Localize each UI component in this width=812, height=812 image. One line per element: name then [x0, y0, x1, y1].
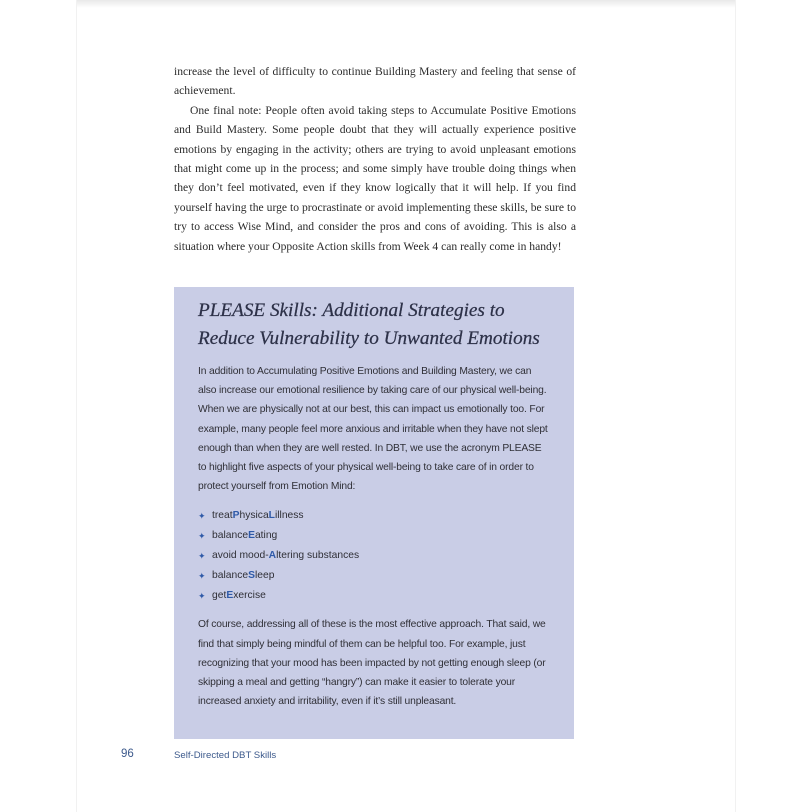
- list-item: ✦ balance S leep: [198, 566, 550, 586]
- list-item: ✦ get E xercise: [198, 586, 550, 606]
- page-top-shadow: [77, 0, 735, 8]
- star-bullet-icon: ✦: [198, 531, 206, 542]
- list-item: ✦ treat P hysica L illness: [198, 506, 550, 526]
- sidebar-outro-text: Of course, addressing all of these is the most effective approach. That said, we find that simply being mindful of them can be helpful too. For example, just recognizing that your mood has been impacted by not getting enough sleep (or skipping a meal and getting “hangry”) can make it easier to tolerate your increased anxiety and irritability, even if it’s still unpleasant.: [198, 619, 546, 708]
- please-list: [198, 506, 550, 606]
- star-bullet-icon: ✦: [198, 511, 206, 522]
- paragraph-continuation: increase the level of difficulty to continue Building Mastery and feeling that sense of achievement.: [174, 65, 576, 98]
- sidebar-title: [198, 297, 550, 353]
- page-number: 96: [121, 748, 134, 760]
- running-footer-title: Self-Directed DBT Skills: [174, 750, 277, 761]
- paragraph-final-note: One final note: People often avoid taking steps to Accumulate Positive Emotions and Build Mastery. Some people doubt that they will actually experience positive emotions by engaging in the activity; others are trying to avoid unpleasant emotions that might come up in the process; and some simply have trouble doing things when they don’t feel motivated, even if they know logically that it will help. If you find yourself having the urge to procrastinate or avoid implementing these skills, be sure to try to access Wise Mind, and consider the pros and cons of avoiding. This is also a situation where your Opposite Action skills from Week 4 can really come in handy!: [174, 103, 576, 253]
- sidebar-title-line1: PLEASE Skills: Additional Strategies to: [198, 300, 505, 321]
- star-bullet-icon: ✦: [198, 551, 206, 562]
- star-bullet-icon: ✦: [198, 571, 206, 582]
- sidebar-intro-text: In addition to Accumulating Positive Emotions and Building Mastery, we can also increase our emotional resilience by taking care of our physical well-being. When we are physically not at our best, this can impact us emotionally too. For example, many people feel more anxious and irritable when they have not slept enough than when they are well rested. In DBT, we use the acronym PLEASE to highlight five aspects of your physical well-being to take care of in order to protect yourself from Emotion Mind:: [198, 366, 548, 493]
- main-text: [174, 62, 576, 256]
- star-bullet-icon: ✦: [198, 591, 206, 602]
- sidebar-title-line2: Reduce Vulnerability to Unwanted Emotions: [198, 328, 540, 349]
- please-skills-sidebar: [174, 287, 574, 739]
- list-item: ✦ avoid mood- A ltering substances: [198, 546, 550, 566]
- list-item: ✦ balance E ating: [198, 526, 550, 546]
